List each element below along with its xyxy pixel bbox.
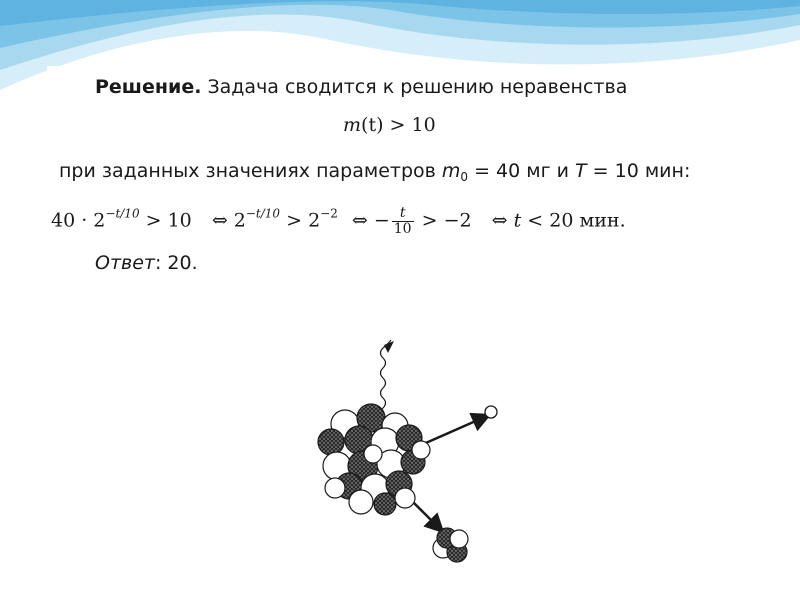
solution-heading-line — [95, 76, 627, 98]
gamma-ray-wave — [381, 340, 392, 418]
chain-gt-2: > 2 — [280, 209, 321, 232]
atom-nucleus-decay-icon — [275, 326, 518, 580]
answer-line — [95, 252, 198, 274]
param-m-subscript: 0 — [460, 170, 469, 184]
chain-gt-1: > 10 — [139, 209, 198, 232]
chain-t: t — [507, 209, 522, 232]
param-T-symbol: T — [575, 160, 587, 182]
chain-gt-3: > −2 — [415, 209, 478, 232]
param-T-value: = 10 мин: — [586, 160, 691, 182]
chain-base-1: 40 · 2 — [51, 209, 106, 232]
chain-minus: − — [367, 209, 390, 232]
answer-value: : 20. — [154, 252, 198, 274]
fraction-numerator: t — [392, 206, 414, 222]
nucleus-cluster — [318, 404, 430, 515]
fraction-t-over-10 — [392, 206, 414, 237]
answer-label: Ответ — [95, 252, 155, 274]
params-prefix: при заданных значениях параметров — [59, 160, 442, 182]
inequality-rest: > 10 — [383, 114, 436, 136]
nucleus-illustration — [275, 326, 518, 580]
iff-symbol-1: ⇔ — [211, 209, 228, 232]
parameters-line — [59, 160, 690, 184]
param-m-value: = 40 мг и — [468, 160, 576, 182]
param-m-symbol: m — [441, 160, 461, 182]
iff-symbol-3: ⇔ — [491, 209, 508, 232]
inequality-var: (t) — [361, 114, 384, 136]
chain-base-2: 2 — [227, 209, 246, 232]
beta-arrow — [419, 416, 487, 446]
chain-exponent-1: −t/10 — [105, 206, 140, 221]
equivalence-chain — [51, 206, 626, 237]
solution-intro: Задача сводится к решению неравенства — [201, 76, 628, 98]
alpha-particle — [433, 528, 468, 562]
inequality-formula — [343, 114, 436, 136]
beta-particle — [485, 406, 497, 418]
chain-result: < 20 мин. — [521, 209, 626, 232]
iff-symbol-2: ⇔ — [351, 209, 368, 232]
inequality-fn: m — [343, 114, 362, 136]
fraction-denominator: 10 — [393, 221, 412, 237]
solution-panel — [47, 66, 755, 274]
chain-exponent-3: −2 — [320, 206, 338, 221]
chain-exponent-2: −t/10 — [245, 206, 281, 221]
solution-heading: Решение. — [95, 76, 202, 98]
